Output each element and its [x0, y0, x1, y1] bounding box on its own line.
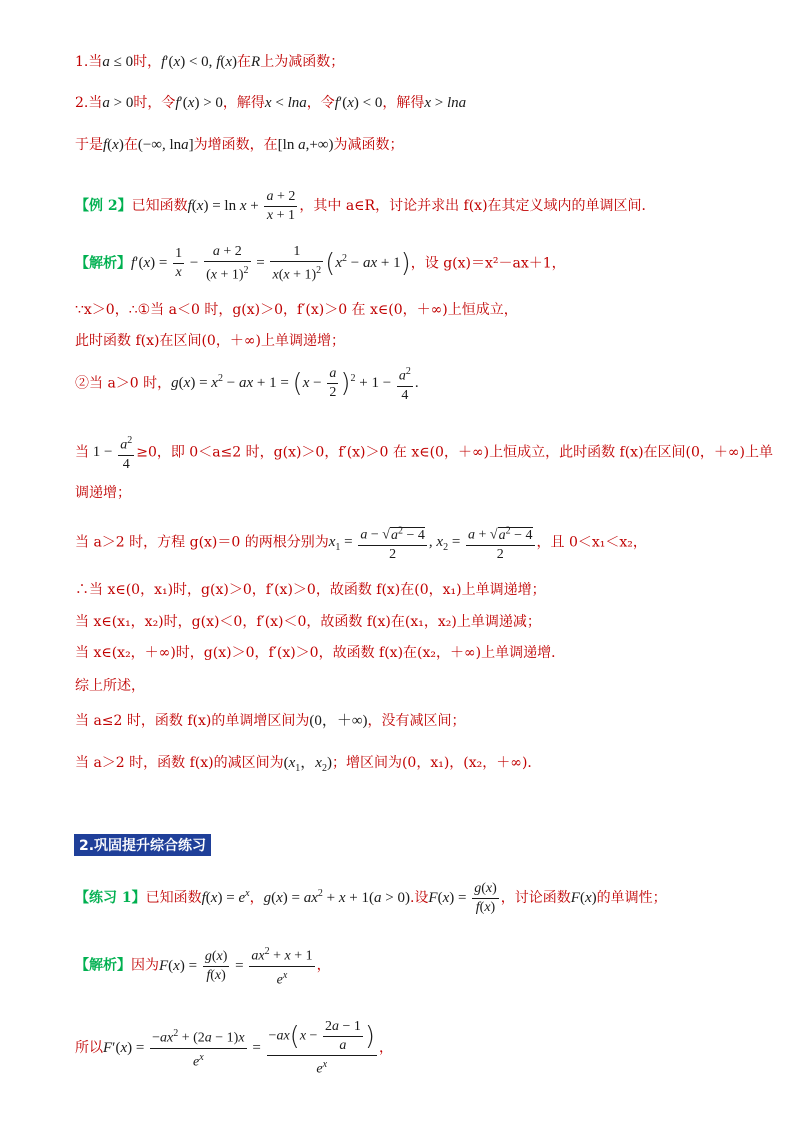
practice-tag: 【练习 1】: [75, 889, 146, 906]
text: ，讨论函数: [500, 889, 571, 906]
text: 时，: [133, 54, 162, 70]
math: x > lna: [424, 95, 467, 111]
math: [ln a,+∞): [277, 137, 334, 153]
text-line: [75, 522, 754, 564]
text: ，: [249, 889, 264, 906]
math: f′(x) < 0: [334, 95, 383, 111]
math: $f(x) = e^x$: [201, 887, 250, 906]
practice-1: [75, 880, 754, 917]
math: x < lna: [264, 95, 307, 111]
example-2: [75, 188, 754, 225]
text: ，设 g(x)＝x²－ax＋1，: [410, 255, 566, 272]
math: R: [251, 54, 261, 70]
text-line: 当 x∈(x₁，x₂)时，g(x)＜0，f′(x)＜0，故函数 f(x)在(x₁，x₂)上单调递减；: [75, 614, 541, 630]
text-line: 此时函数 f(x)在区间(0，＋∞)上单调递增；: [75, 333, 345, 349]
math: F(x): [570, 889, 597, 906]
analysis: [75, 943, 754, 989]
analysis-tag: 【解析】: [75, 957, 131, 974]
math: f′(x) < 0, f(x): [161, 54, 238, 70]
math: $x_1$ = $\frac{a - √a^2 - 4}{2}$ , $x_2$ = $\frac{a + √a^2 - 4}{2}$: [329, 534, 537, 550]
text: ，解得: [382, 95, 425, 111]
text: ；增区间为(0，x₁)，(x₂，＋∞)．: [331, 755, 542, 771]
analysis: [75, 243, 754, 285]
math: f′(x) > 0: [175, 95, 223, 111]
math: a: [102, 54, 110, 70]
text: ≥0，即 0＜a≤2 时，g(x)＞0，f′(x)＞0 在 x∈(0，＋∞)上恒成立，此时函数 f(x)在区间(0，＋∞)上单: [136, 444, 774, 461]
text: 为减函数；: [333, 137, 404, 153]
text: ，且 0＜x₁＜x₂，: [536, 534, 647, 551]
text: 于是: [75, 137, 103, 153]
text: 当: [75, 444, 89, 461]
math: f(x): [103, 137, 124, 153]
example-tag: 【例 2】: [75, 197, 132, 214]
text-line: 调递增；: [75, 485, 131, 501]
math: ($x_1$，$x_2$): [283, 755, 332, 774]
math: f′(x) = $\frac{1}{x}$ − $\frac{a + 2}{(x + 1)^2}$ = $\frac{1}{x(x + 1)^2}$ ($x^2$ − ax + 1): [131, 244, 411, 283]
math: $g(x) = x^2$ − ax + 1 = (x − $\frac{a}{2}$ )$^2$ + 1 − $\frac{a^2}{4}$ .: [171, 375, 419, 391]
math: f(x) = ln x + $\frac{a + 2}{x + 1}$: [187, 189, 296, 223]
text: ，没有减区间；: [367, 713, 466, 729]
math: F′(x) = $\frac{-ax^2 + (2a - 1)x}{e^x}$ = −ax(x − $\frac{2a - 1}{a}$ ) $e^x$: [103, 1019, 375, 1077]
text: ②当 a＞0 时，: [75, 375, 172, 392]
text-line: [75, 711, 754, 731]
text: 上为减函数；: [260, 54, 345, 70]
math: (0，＋∞): [309, 713, 368, 729]
text-line: ∴当 x∈(0，x₁)时，g(x)＞0，f′(x)＞0，故函数 f(x)在(0，x₁)上单调递增；: [75, 582, 546, 598]
text: 因为: [131, 957, 159, 974]
math: F(x) = $\frac{g(x)}{f(x)}$: [428, 881, 497, 915]
text: 为增函数，在: [193, 137, 278, 153]
text: 当 a＞2 时，方程 g(x)＝0 的两根分别为: [75, 534, 329, 551]
section-heading: 2.巩固提升综合练习: [74, 834, 211, 856]
text: 当 a＞2 时，函数 f(x)的减区间为: [75, 755, 284, 771]
text: ，其中 a∈R，讨论并求出 f(x)在其定义域内的单调区间．: [299, 197, 656, 214]
text: 已知函数: [131, 197, 188, 214]
text-line: [75, 363, 754, 405]
text: ，: [379, 1039, 393, 1056]
text: 1.当: [75, 54, 103, 70]
math: ≤ 0: [109, 54, 134, 70]
text-line: [75, 135, 754, 155]
text: 在: [237, 54, 252, 70]
text: ，: [316, 957, 331, 974]
text: 时，令: [133, 95, 176, 111]
text: 当 a≤2 时，函数 f(x)的单调增区间为: [75, 713, 310, 729]
text: .设: [409, 889, 429, 906]
text-line: [75, 52, 754, 72]
text-line: [75, 753, 754, 779]
math: (−∞, lna]: [137, 137, 194, 153]
math: F(x) = $\frac{g(x)}{f(x)}$ = $\frac{ax^2 + x + 1}{e^x}$: [159, 958, 317, 974]
text-line: 综上所述，: [75, 678, 145, 694]
text-line: [75, 432, 774, 474]
text: 所以: [75, 1039, 103, 1056]
text: 的单调性；: [596, 889, 667, 906]
text-line: 当 x∈(x₂，＋∞)时，g(x)＞0，f′(x)＞0，故函数 f(x)在(x₂，＋∞)上单调递增．: [75, 645, 566, 661]
text: 已知函数: [145, 889, 202, 906]
text-line: [75, 93, 754, 113]
text: 2.当: [75, 95, 103, 111]
text: ，令: [306, 95, 335, 111]
text-line: ∵x＞0，∴①当 a＜0 时，g(x)＞0，f′(x)＞0 在 x∈(0，＋∞)上恒成立，: [75, 302, 518, 318]
analysis-tag: 【解析】: [75, 255, 131, 272]
math: a > 0: [102, 95, 134, 111]
math: 1 − $\frac{a^2}{4}$: [89, 444, 136, 460]
text: 在: [123, 137, 138, 153]
text: ，解得: [222, 95, 265, 111]
analysis: [75, 1018, 754, 1079]
math: $g(x) = ax^2 + x + 1(a > 0)$: [263, 887, 410, 906]
